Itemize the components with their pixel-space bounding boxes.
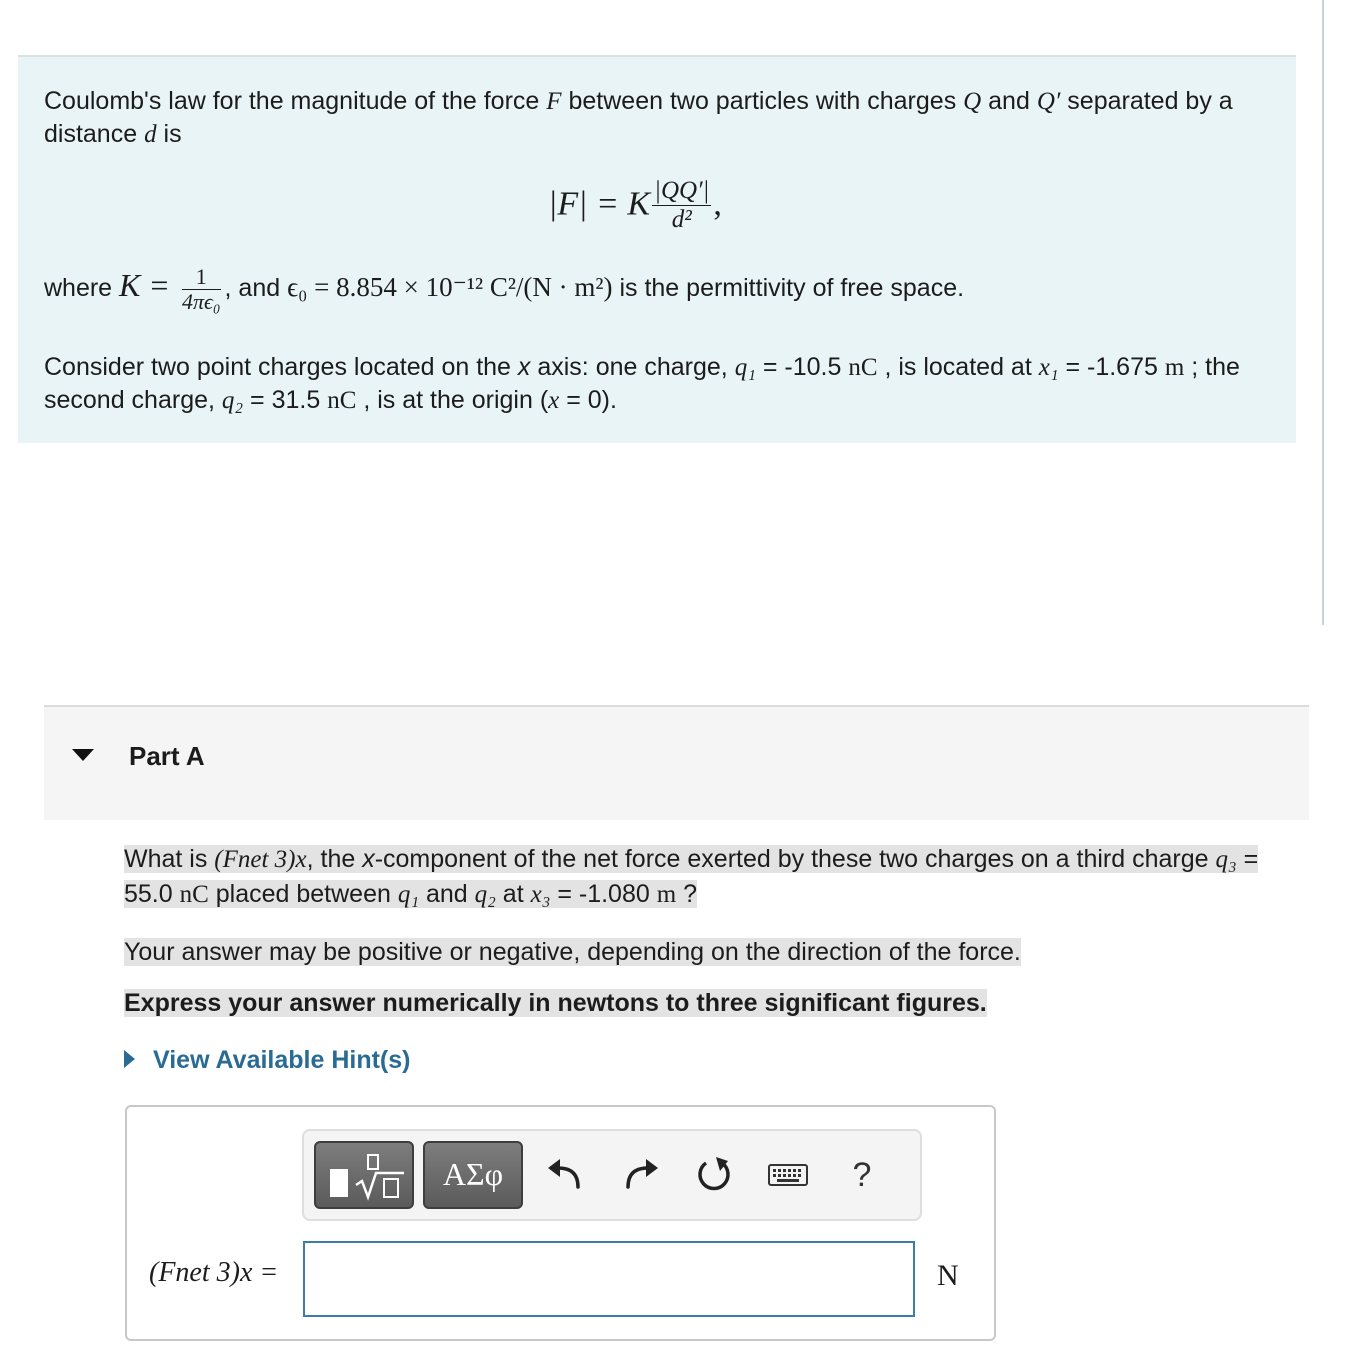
math-toolbar <box>302 1129 922 1221</box>
answer-sign-note-text: Your answer may be positive or negative, depending on the direction of the force. <box>124 938 1021 966</box>
view-hints-link[interactable] <box>124 1046 410 1075</box>
help-label: ? <box>852 1156 872 1194</box>
question-text-segment: What is <box>124 845 215 873</box>
intro-text: is <box>156 120 182 148</box>
keyboard-icon[interactable] <box>766 1153 810 1197</box>
answer-unit: N <box>937 1259 959 1292</box>
k-fraction-numerator: 1 <box>182 265 221 290</box>
k-fraction-denominator: 4πϵ₀ <box>181 289 221 314</box>
part-title: Part A <box>129 741 205 771</box>
intro-text: is the permittivity of free space. <box>612 274 965 303</box>
symbol-F: F <box>546 88 562 115</box>
symbol-K: K = <box>119 267 178 304</box>
symbols-button[interactable] <box>423 1141 523 1209</box>
question-text-segment: ? <box>676 880 698 908</box>
formula-lhs: |F| = K <box>548 185 651 223</box>
question-text-segment: -component of the net force exerted by these two charges on a third charge <box>374 845 1216 873</box>
formula-fraction <box>652 177 711 234</box>
answer-input[interactable] <box>303 1241 915 1317</box>
symbol-q1: q₁ <box>734 354 756 381</box>
intro-text: between two particles with charges <box>561 87 964 115</box>
intro-text: axis: one charge, <box>530 353 735 381</box>
caret-right-icon[interactable] <box>124 1050 135 1068</box>
permittivity-value: ϵ₀ = 8.854 × 10⁻¹² C²/(N · m²) <box>287 272 613 303</box>
intro-paragraph-1 <box>44 85 1284 151</box>
question-text <box>124 842 1284 912</box>
undo-icon[interactable] <box>544 1153 588 1197</box>
symbol-x: x <box>362 845 375 873</box>
expr-fnet3x: (Fnet 3)x <box>214 846 307 873</box>
symbol-Q: Q <box>963 88 982 115</box>
intro-text: = -1.675 <box>1058 353 1165 381</box>
question-text-segment: = 55.0 <box>124 845 1259 908</box>
intro-text: where <box>44 274 120 303</box>
unit-nC: nC <box>179 881 209 908</box>
symbol-Q-prime: Q′ <box>1036 88 1061 115</box>
symbol-x3: x₃ <box>530 881 551 908</box>
reset-icon[interactable] <box>692 1153 736 1197</box>
symbol-x: x <box>548 387 560 414</box>
question-text-segment: , the <box>306 845 363 873</box>
right-divider <box>1322 0 1324 625</box>
question-text-segment: placed between <box>208 880 398 908</box>
question-text-segment: at <box>495 880 531 908</box>
intro-text: Coulomb's law for the magnitude of the force <box>44 87 547 115</box>
symbol-q1: q₁ <box>397 881 420 908</box>
symbol-d: d <box>144 121 157 148</box>
intro-text: , is located at <box>877 353 1039 381</box>
part-a-header[interactable] <box>44 705 1309 820</box>
templates-button[interactable] <box>314 1141 414 1209</box>
answer-label: (Fnet 3)x = <box>149 1257 279 1288</box>
intro-text: = 31.5 <box>243 386 328 414</box>
formula-numerator: |QQ′| <box>654 177 710 204</box>
intro-paragraph-3 <box>44 351 1284 417</box>
symbol-x1: x₁ <box>1038 354 1059 381</box>
unit-m: m <box>656 881 677 908</box>
intro-text: = 0). <box>559 386 617 414</box>
caret-down-icon[interactable] <box>72 749 94 761</box>
intro-text: , and <box>224 274 288 303</box>
intro-text: , is at the origin ( <box>356 386 549 414</box>
intro-text: separated by a distance <box>44 87 1233 148</box>
intro-text: ; the second charge, <box>44 353 1240 414</box>
unit-m: m <box>1164 354 1185 381</box>
formula-denominator: d² <box>671 206 692 233</box>
answer-format-instruction <box>124 986 987 1020</box>
unit-nC: nC <box>848 354 878 381</box>
templates-icon <box>330 1169 348 1197</box>
symbols-label: ΑΣφ <box>442 1156 504 1192</box>
intro-text: = -10.5 <box>755 353 849 381</box>
answer-box <box>125 1105 996 1341</box>
symbol-q3: q₃ <box>1215 846 1237 873</box>
answer-format-instruction-text: Express your answer numerically in newtons to three significant figures. <box>124 989 987 1017</box>
unit-nC: nC <box>327 387 357 414</box>
symbol-q2: q₂ <box>474 881 496 908</box>
redo-icon[interactable] <box>618 1153 662 1197</box>
view-hints-label[interactable]: View Available Hint(s) <box>153 1046 411 1074</box>
coulomb-formula <box>548 177 722 247</box>
question-text-segment: and <box>419 880 475 908</box>
answer-sign-note <box>124 935 1021 969</box>
symbol-q2: q₂ <box>221 387 244 414</box>
symbol-x: x <box>517 353 531 381</box>
intro-text: Consider two point charges located on the <box>44 353 518 381</box>
intro-text: and <box>981 87 1037 115</box>
help-button[interactable] <box>840 1153 884 1197</box>
k-fraction <box>182 265 221 314</box>
question-text-segment: = -1.080 <box>550 880 657 908</box>
intro-paragraph-2 <box>44 265 964 314</box>
problem-intro <box>18 55 1296 443</box>
formula-tail: , <box>713 185 722 223</box>
sqrt-template-icon <box>354 1151 406 1201</box>
